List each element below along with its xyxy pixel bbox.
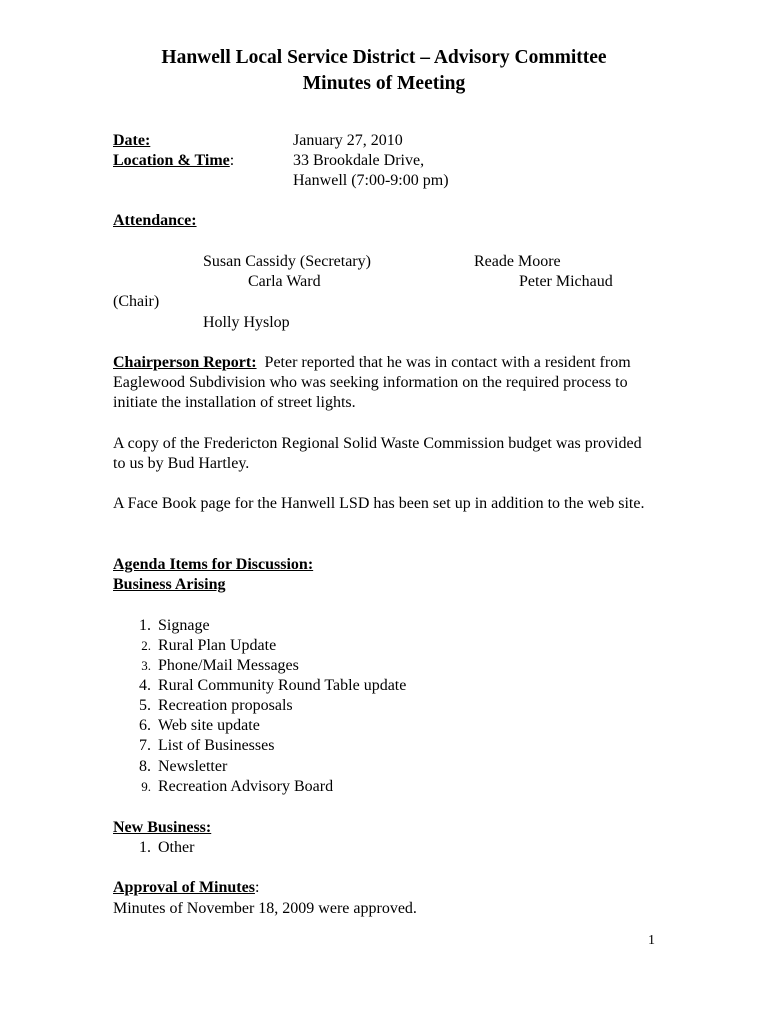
approval-heading: Approval of Minutes [113, 879, 255, 896]
agenda-item-number: 1. [139, 617, 151, 634]
agenda-item-number: 9. [141, 779, 151, 794]
agenda-item-newsletter: Newsletter [158, 758, 228, 775]
location-label-group [113, 151, 234, 171]
attendance-heading: Attendance: [113, 212, 197, 229]
new-business-item-other: Other [158, 839, 195, 856]
agenda-item-number: 4. [139, 677, 151, 694]
attendee-susan-cassidy: Susan Cassidy (Secretary) [203, 253, 371, 270]
date-label: Date: [113, 132, 151, 149]
agenda-item-number: 3. [141, 658, 151, 673]
page-number: 1 [648, 933, 655, 948]
attendee-holly-hyslop: Holly Hyslop [203, 314, 290, 331]
agenda-item-number: 5. [139, 697, 151, 714]
agenda-item-recreation-advisory-board: Recreation Advisory Board [158, 778, 334, 795]
agenda-heading: Agenda Items for Discussion: [113, 556, 314, 573]
agenda-item-number: 6. [139, 717, 151, 734]
date-value: January 27, 2010 [293, 132, 403, 149]
report-paragraph-budget: A copy of the Fredericton Regional Solid Waste Commission budget was provided to us by Bud Hartley. [113, 435, 642, 473]
chairperson-report-heading: Chairperson Report: [113, 354, 257, 371]
approval-colon: : [254, 879, 260, 896]
chairperson-report-text: Peter reported that he was in contact with a resident from Eaglewood Subdivision who was seeking information on the required process to initiate the installation of street lights. [113, 354, 631, 412]
new-business-item-number: 1. [139, 839, 151, 856]
attendee-peter-michaud: Peter Michaud [519, 273, 613, 290]
agenda-item-web-site-update: Web site update [158, 717, 260, 734]
agenda-item-signage: Signage [158, 617, 210, 634]
attendee-role-chair: (Chair) [113, 293, 160, 310]
agenda-item-round-table-update: Rural Community Round Table update [158, 677, 407, 694]
agenda-item-recreation-proposals: Recreation proposals [158, 697, 293, 714]
agenda-item-number: 7. [139, 737, 151, 754]
agenda-item-rural-plan-update: Rural Plan Update [158, 637, 277, 654]
business-arising-heading: Business Arising [113, 576, 226, 593]
agenda-item-list-of-businesses: List of Businesses [158, 737, 275, 754]
chairperson-report-paragraph [113, 353, 653, 414]
attendee-reade-moore: Reade Moore [474, 253, 561, 270]
document-title: Hanwell Local Service District – Advisory Committee [161, 47, 607, 68]
approval-text: Minutes of November 18, 2009 were approved. [113, 900, 417, 917]
agenda-item-phone-mail-messages: Phone/Mail Messages [158, 657, 299, 674]
location-colon: : [229, 152, 235, 169]
new-business-heading: New Business: [113, 819, 212, 836]
location-label: Location & Time [113, 152, 230, 169]
document-subtitle: Minutes of Meeting [302, 73, 466, 94]
location-line-2: Hanwell (7:00-9:00 pm) [293, 172, 449, 189]
agenda-item-number: 8. [139, 758, 151, 775]
attendee-carla-ward: Carla Ward [248, 273, 321, 290]
location-line-1: 33 Brookdale Drive, [293, 152, 425, 169]
agenda-item-number: 2. [141, 638, 151, 653]
approval-heading-group [113, 878, 259, 898]
report-paragraph-facebook: A Face Book page for the Hanwell LSD has been set up in addition to the web site. [113, 495, 645, 512]
